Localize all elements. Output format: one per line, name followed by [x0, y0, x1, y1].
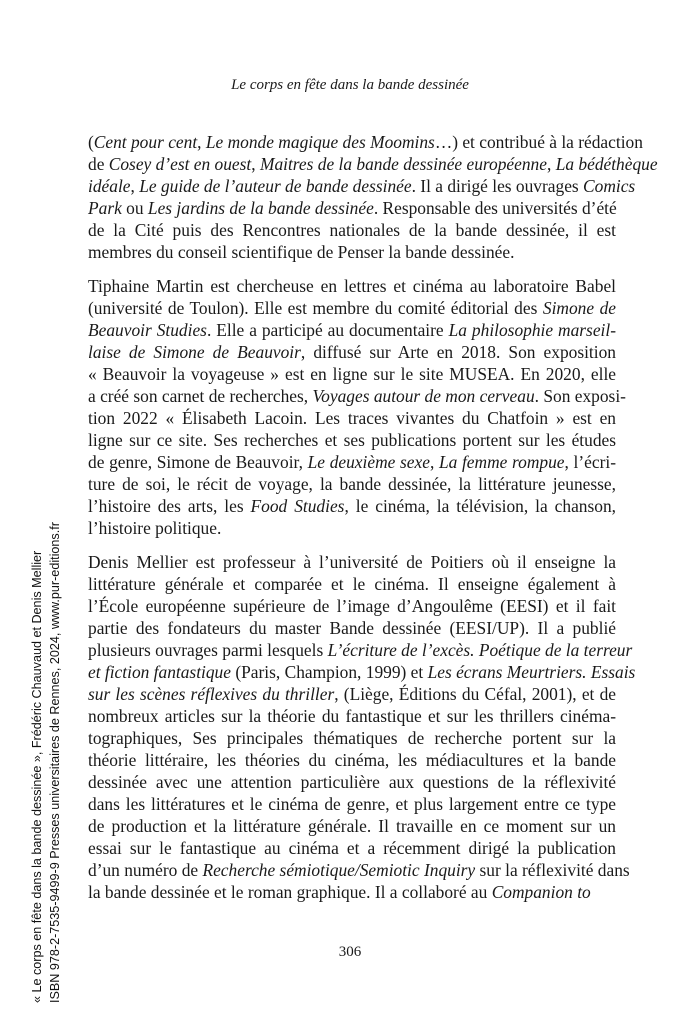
italic-title: Les jardins de la bande dessinée	[147, 198, 374, 218]
text-line	[88, 363, 616, 385]
side-copyright-note	[28, 522, 64, 1003]
italic-title: laise de Simone de Beauvoir	[88, 342, 301, 362]
text-run: d’un numéro de	[88, 860, 203, 880]
text-run: de la Cité puis des Rencontres nationales de la bande dessinée, il est	[88, 220, 616, 240]
text-run: littérature générale et comparée et le cinéma. Il enseigne également à	[88, 574, 616, 594]
italic-title: et fiction fantastique	[88, 662, 231, 682]
text-line	[88, 385, 626, 407]
text-line	[88, 683, 616, 705]
italic-title: sur les scènes réflexives du thriller	[88, 684, 335, 704]
text-run: tographiques, Ses principales thématiques de recherche portent sur la	[88, 728, 616, 748]
running-head	[0, 77, 700, 94]
text-run: de genre, Simone de Beauvoir,	[88, 452, 308, 472]
italic-title: La femme rompue	[438, 452, 565, 472]
text-run: ligne sur ce site. Ses recherches et ses publications portent sur les études	[88, 430, 616, 450]
text-run: , (Liège, Éditions du Céfal, 2001), et de	[334, 684, 617, 704]
text-run: de production et la littérature générale. Il travaille en ce moment sur un	[88, 816, 616, 836]
italic-title: Comics	[583, 176, 636, 196]
text-run: membres du conseil scientifique de Penser la bande dessinée.	[88, 242, 515, 262]
text-run: (Paris, Champion, 1999) et	[230, 662, 428, 682]
text-run: l’histoire des arts, les	[88, 496, 251, 516]
text-line	[88, 705, 616, 727]
text-run: théorie littéraire, les théories du cinéma, les médiacultures et la bande	[88, 750, 616, 770]
text-line	[88, 319, 616, 341]
italic-title: L’écriture de l’excès. Poétique de la terreur	[327, 640, 633, 660]
text-run: nombreux articles sur la théorie du fantastique et sur les thrillers cinéma-	[88, 706, 616, 726]
text-line	[88, 793, 616, 815]
text-line	[88, 175, 636, 197]
text-line	[88, 153, 658, 175]
text-line	[88, 837, 616, 859]
text-run: de	[88, 154, 109, 174]
text-run: l’École européenne supérieure de l’image d’Angoulême (EESI) et il fait	[88, 596, 616, 616]
paragraph	[88, 551, 636, 903]
side-note-line-2: ISBN 978-2-7535-9499-9 Presses universitaires de Rennes, 2024, www.pur-editions.fr	[48, 522, 62, 1003]
text-line	[88, 407, 616, 429]
text-run: . Son exposi-	[534, 386, 626, 406]
text-line	[88, 473, 616, 495]
text-run: a créé son carnet de recherches,	[88, 386, 313, 406]
text-line	[88, 197, 616, 219]
side-note-line-1: « Le corps en fête dans la bande dessinée », Frédéric Chauvaud et Denis Mellier	[30, 550, 44, 1003]
text-line	[88, 573, 616, 595]
text-run: dans les littératures et le cinéma de genre, et plus largement entre ce type	[88, 794, 616, 814]
text-line	[88, 771, 616, 793]
text-line	[88, 495, 616, 517]
text-line	[88, 429, 616, 451]
text-run: sur la réflexivité dans	[475, 860, 630, 880]
text-line	[88, 661, 636, 683]
text-line	[88, 749, 616, 771]
text-line	[88, 131, 643, 153]
italic-title: La philosophie marseil-	[448, 320, 616, 340]
italic-title: Park	[88, 198, 122, 218]
italic-title: Le guide de l’auteur de bande dessinée	[139, 176, 412, 196]
text-run: plusieurs ouvrages parmi lesquels	[88, 640, 328, 660]
italic-title: Food Studies	[250, 496, 345, 516]
page-number: 306	[338, 944, 362, 960]
text-run: . Elle a participé au documentaire	[206, 320, 449, 340]
text-run: (	[88, 132, 94, 152]
text-run: ou	[121, 198, 148, 218]
text-line	[88, 517, 616, 539]
text-line	[88, 727, 616, 749]
italic-title: idéale	[88, 176, 131, 196]
italic-title: Beauvoir Studies	[88, 320, 207, 340]
text-line	[88, 275, 616, 297]
text-line	[88, 219, 616, 241]
italic-title: Simone de	[542, 298, 616, 318]
italic-title: Cent pour cent	[93, 132, 198, 152]
text-line	[88, 241, 616, 263]
text-run: …) et contribué à la rédaction	[434, 132, 643, 152]
running-head-title: Le corps en fête dans la bande dessinée	[231, 77, 469, 93]
text-run: , diffusé sur Arte en 2018. Son exposition	[300, 342, 616, 362]
text-run: essai sur le fantastique au cinéma et a récemment dirigé la publication	[88, 838, 616, 858]
text-line	[88, 551, 616, 573]
text-run: . Responsable des universités d’été	[373, 198, 617, 218]
paragraph	[88, 131, 658, 263]
italic-title: Recherche sémiotique/Semiotic Inquiry	[202, 860, 476, 880]
text-line	[88, 639, 633, 661]
text-line	[88, 297, 616, 319]
text-run: (université de Toulon). Elle est membre du comité éditorial des	[88, 298, 543, 318]
text-run: Tiphaine Martin est chercheuse en lettres et cinéma au laboratoire Babel	[88, 276, 616, 296]
text-run: ,	[251, 154, 260, 174]
text-run: Denis Mellier est professeur à l’université de Poitiers où il enseigne la	[88, 552, 616, 572]
text-line	[88, 451, 616, 473]
italic-title: Companion to	[491, 882, 591, 902]
text-run: ,	[546, 154, 556, 174]
text-run: la bande dessinée et le roman graphique. Il a collaboré au	[88, 882, 492, 902]
text-run: , le cinéma, la télévision, la chanson,	[344, 496, 617, 516]
text-run: ,	[429, 452, 439, 472]
text-run: ,	[197, 132, 206, 152]
text-run: l’histoire politique.	[88, 518, 222, 538]
text-line	[88, 859, 630, 881]
italic-title: Le deuxième sexe	[307, 452, 430, 472]
text-line	[88, 881, 616, 903]
text-line	[88, 815, 616, 837]
text-run: dessinée avec une attention particulière aux questions de la réflexivité	[88, 772, 616, 792]
text-line	[88, 341, 616, 363]
italic-title: Maitres de la bande dessinée européenne	[259, 154, 547, 174]
text-line	[88, 617, 616, 639]
italic-title: Cosey d’est en ouest	[108, 154, 252, 174]
text-run: partie des fondateurs du master Bande dessinée (EESI/UP). Il a publié	[88, 618, 616, 638]
text-run: , l’écri-	[564, 452, 616, 472]
text-line	[88, 595, 616, 617]
text-run: ,	[130, 176, 140, 196]
italic-title: La bédéthèque	[555, 154, 658, 174]
text-run: tion 2022 « Élisabeth Lacoin. Les traces vivantes du Chatfoin » est en	[88, 408, 616, 428]
italic-title: Les écrans Meurtriers. Essais	[427, 662, 636, 682]
text-run: . Il a dirigé les ouvrages	[411, 176, 584, 196]
italic-title: Le monde magique des Moomins	[205, 132, 435, 152]
text-run: ture de soi, le récit de voyage, la bande dessinée, la littérature jeunesse,	[88, 474, 616, 494]
page-body	[88, 131, 658, 915]
text-run: « Beauvoir la voyageuse » est en ligne sur le site MUSEA. En 2020, elle	[88, 364, 616, 384]
italic-title: Voyages autour de mon cerveau	[312, 386, 535, 406]
paragraph	[88, 275, 626, 539]
